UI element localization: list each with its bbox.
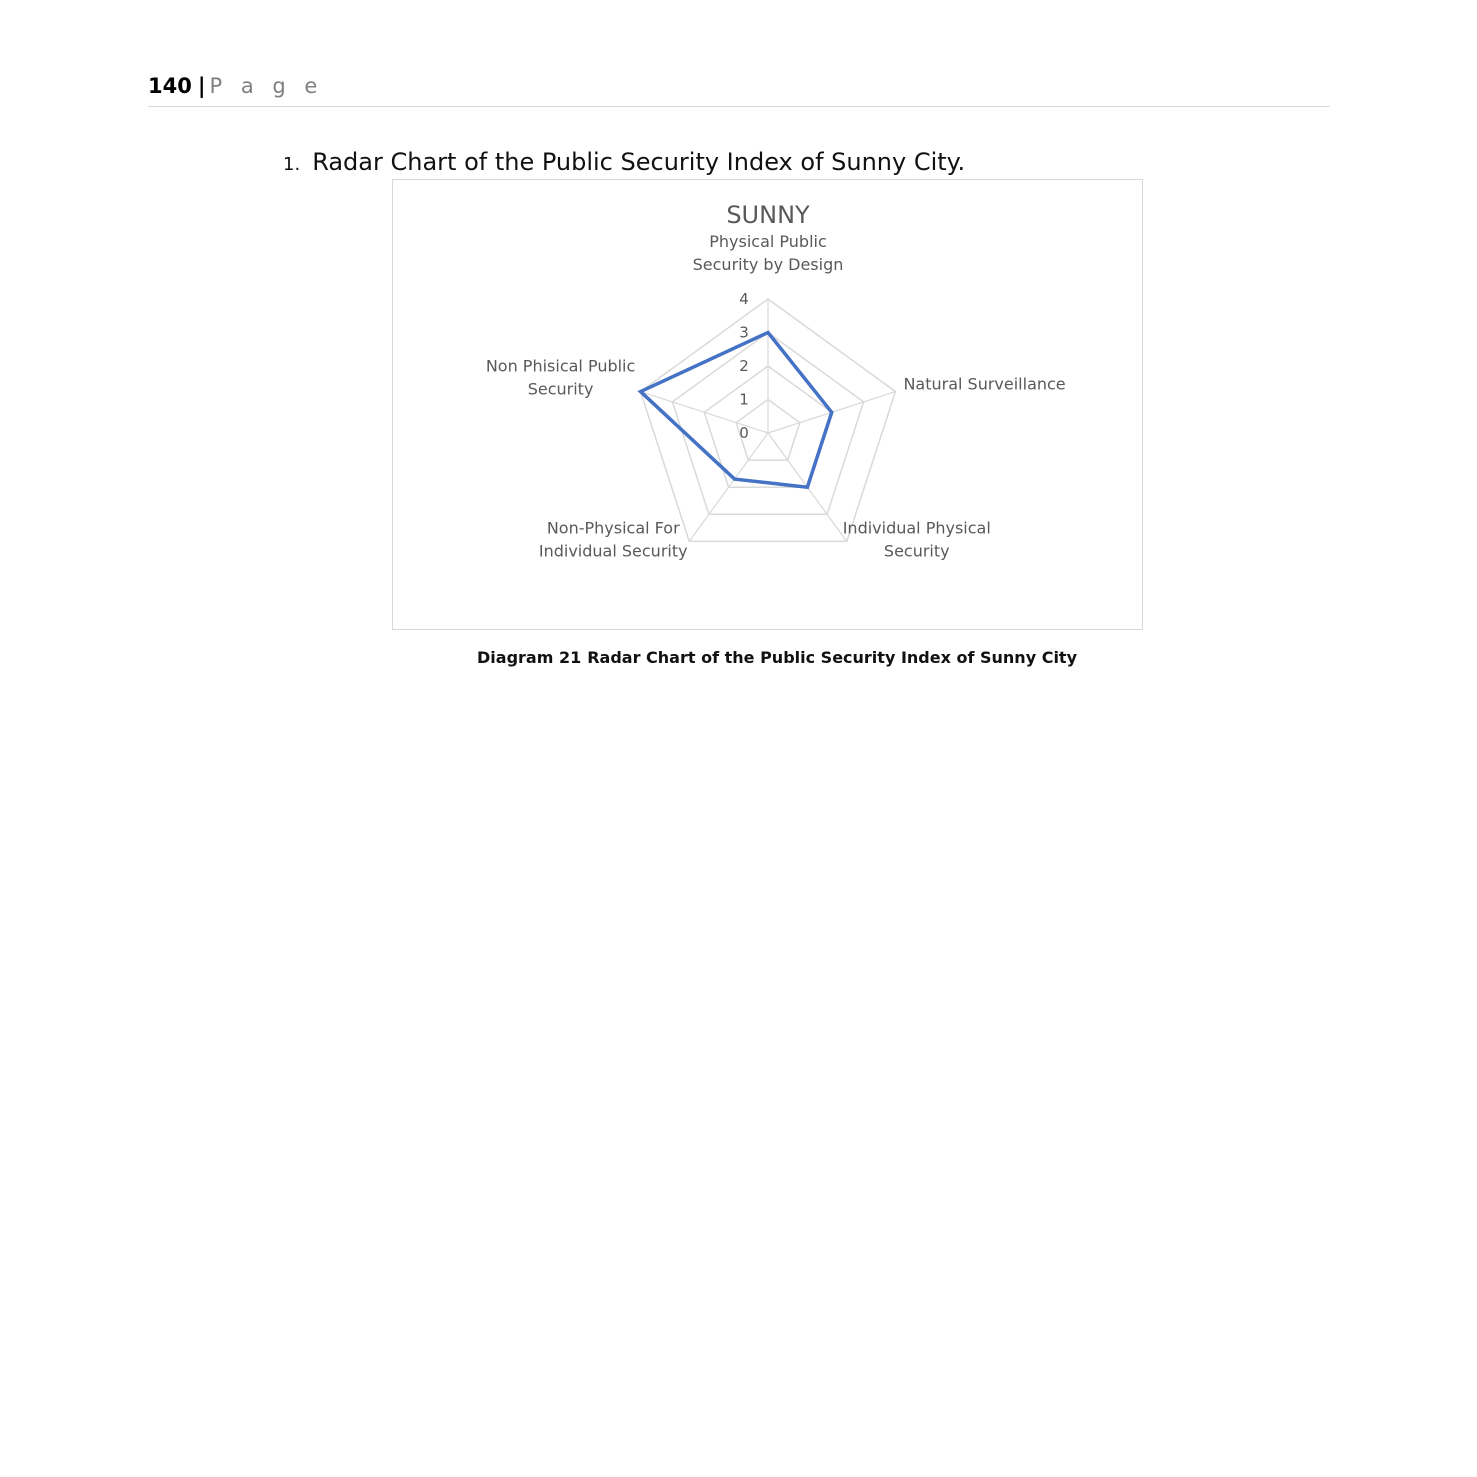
radar-axis-labels [486, 232, 1066, 560]
tick-label-1: 1 [739, 390, 749, 409]
radar-grid [641, 299, 896, 541]
page-number: 140 [148, 74, 192, 98]
axis-label-line: Security [883, 541, 950, 561]
page-word: P a g e [209, 74, 324, 98]
axis-label-4 [539, 518, 688, 560]
tick-label-2: 2 [739, 357, 749, 375]
axis-label-line: Non Phisical Public [485, 356, 636, 376]
caption-label: Diagram 21 [477, 648, 582, 667]
series-point-2 [830, 411, 833, 414]
caption-text: Radar Chart of the Public Security Index of Sunny City [587, 648, 1077, 667]
heading-number: 1. [283, 154, 301, 175]
radar-chart [0, 0, 1477, 700]
axis-label-line: Non-Physical For [546, 518, 680, 538]
axis-label-1 [693, 232, 844, 274]
axis-label-line: Security by Design [692, 255, 844, 274]
axis-label-line: Individual Security [538, 541, 688, 561]
axis-label-line: Individual Physical [842, 518, 991, 538]
chart-title: SUNNY [726, 201, 810, 229]
series-point-4 [733, 478, 736, 481]
radar-series [639, 331, 833, 489]
series-point-1 [767, 331, 770, 334]
axis-label-line: Security [527, 379, 594, 399]
series-point-5 [639, 390, 642, 393]
axis-label-line: Physical Public [709, 232, 827, 251]
page-separator: | [197, 74, 206, 98]
axis-label-2 [903, 375, 1065, 394]
axis-label-5 [486, 357, 635, 399]
tick-label-4: 4 [739, 290, 749, 308]
axis-label-line: Natural Surveillance [903, 374, 1066, 394]
axis-label-3 [843, 518, 991, 560]
heading-text: Radar Chart of the Public Security Index of Sunny City. [312, 148, 966, 176]
tick-label-3: 3 [739, 323, 749, 342]
series-point-3 [806, 486, 809, 489]
figure-caption [0, 648, 1477, 667]
grid-spoke-5 [641, 392, 768, 433]
tick-label-0: 0 [739, 424, 749, 442]
